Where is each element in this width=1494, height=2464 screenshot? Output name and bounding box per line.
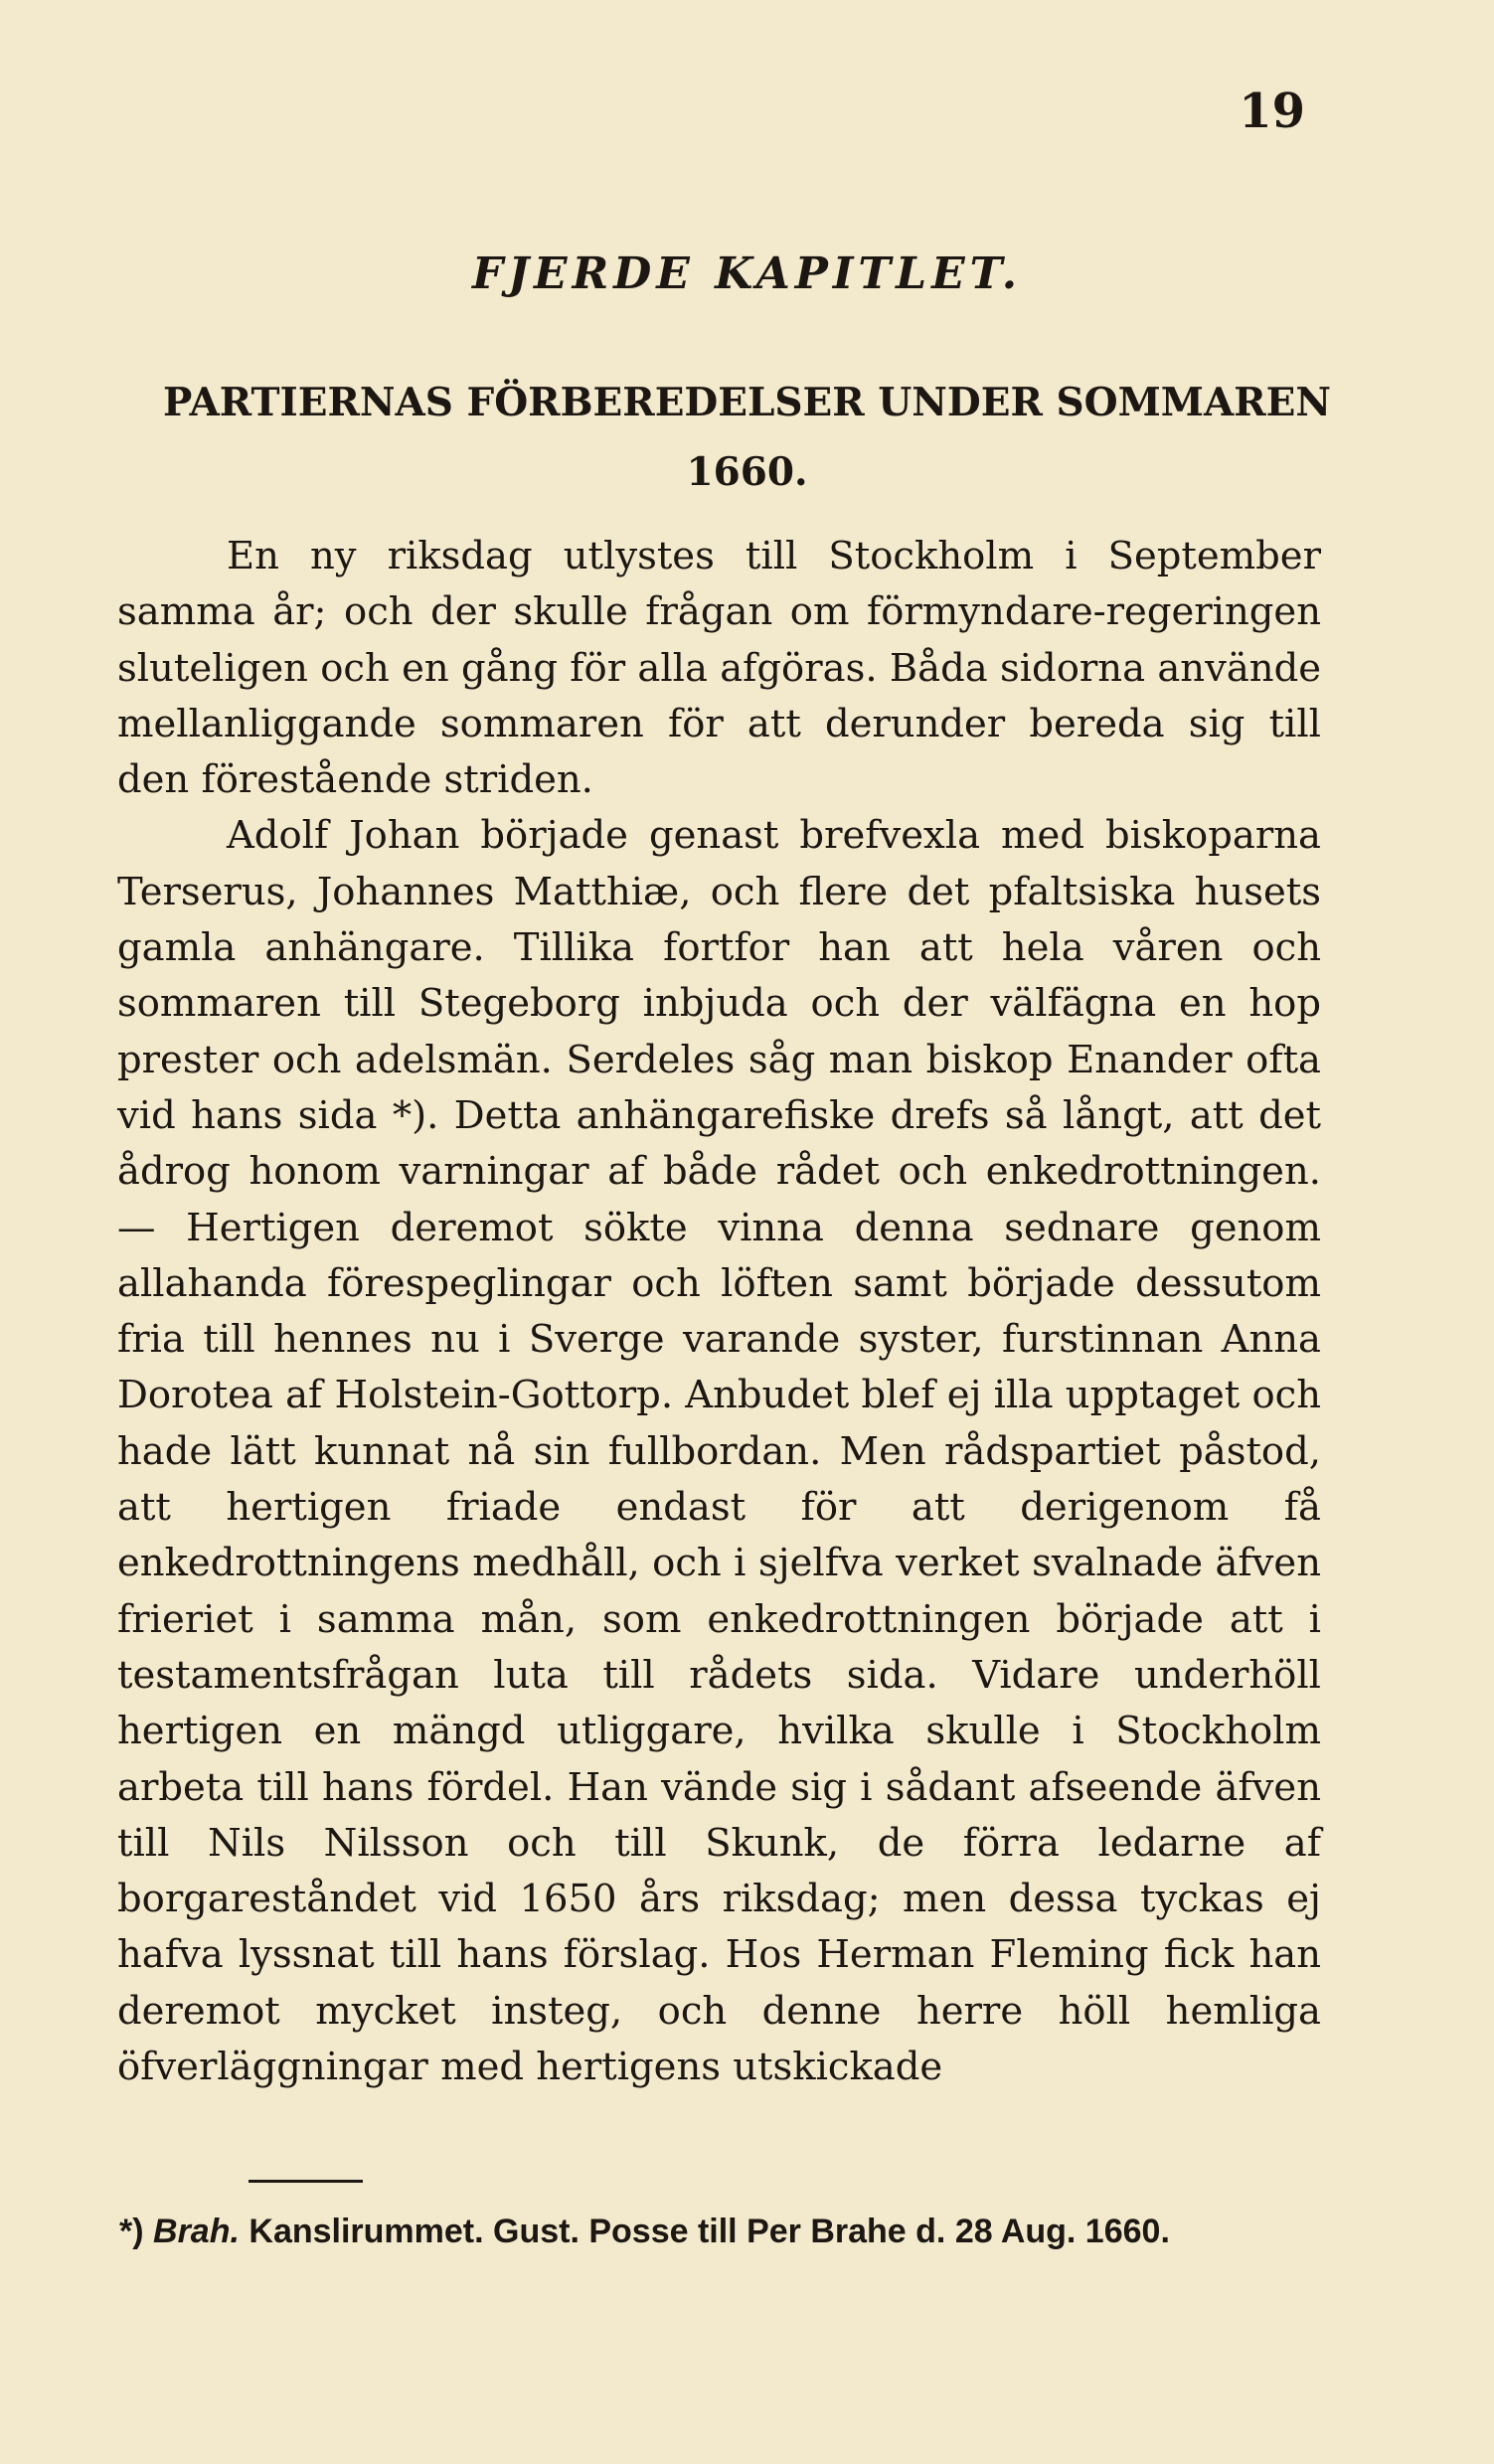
page-number: 19 — [1239, 83, 1305, 139]
paragraph: En ny riksdag utlystes till Stockholm i September samma år; och der skulle frågan om förmyndare-regeringen sluteligen och en gång för alla afgöras. Båda sidorna använde mellanliggande sommaren för att derunder bereda sig till den förestående striden. — [117, 534, 1321, 803]
paragraph: Adolf Johan började genast brefvexla med biskoparna Terserus, Johannes Matthiæ, och flere det pfaltsiska husets gamla anhängare. Tillika fortfor han att hela våren och sommaren till Stegeborg inbjuda och der välfägna en hop prester och adelsmän. Serdeles såg man biskop Enander ofta vid hans sida *). Detta anhängarefiske drefs så långt, att det ådrog honom varningar af både rådet och enkedrottningen. — Hertigen deremot sökte vinna denna sednare genom allahanda förespeglingar och löften samt började dessutom fria till hennes nu i Sverge varande syster, furstinnan Anna Dorotea af Holstein-Gottorp. Anbudet blef ej illa upptaget och hade lätt kunnat nå sin fullbordan. Men rådspartiet påstod, att hertigen friade endast för att derigenom få enkedrottningens medhåll, och i sjelfva verket svalnade äfven frieriet i samma mån, som enkedrottningen började att i testamentsfrågan luta till rådets sida. Vidare underhöll hertigen en mängd utliggare, hvilka skulle i Stockholm arbeta till hans fördel. Han vände sig i sådant afseende äfven till Nils Nilsson och till Skunk, de förra ledarne af borgareståndet vid 1650 års riksdag; men dessa tyckas ej hafva lyssnat till hans förslag. Hos Herman Fleming fick han deremot mycket insteg, och denne herre höll hemliga öfverläggningar med hertigens utskickade — [117, 813, 1321, 2090]
section-title: PARTIERNAS FÖRBEREDELSER UNDER SOMMAREN — [163, 380, 1331, 425]
body-text — [117, 529, 1321, 2095]
chapter-heading: FJERDE KAPITLET. — [471, 248, 1023, 299]
footnote-source: Brah. — [153, 2213, 240, 2250]
footnote-marker: *) — [119, 2213, 144, 2250]
footnote-rule — [249, 2180, 363, 2183]
section-year: 1660. — [686, 449, 808, 495]
footnote-text: Kanslirummet. Gust. Posse till Per Brahe d. 28 Aug. 1660. — [249, 2213, 1170, 2250]
footnote — [119, 2207, 1320, 2256]
section-heading — [119, 368, 1375, 507]
